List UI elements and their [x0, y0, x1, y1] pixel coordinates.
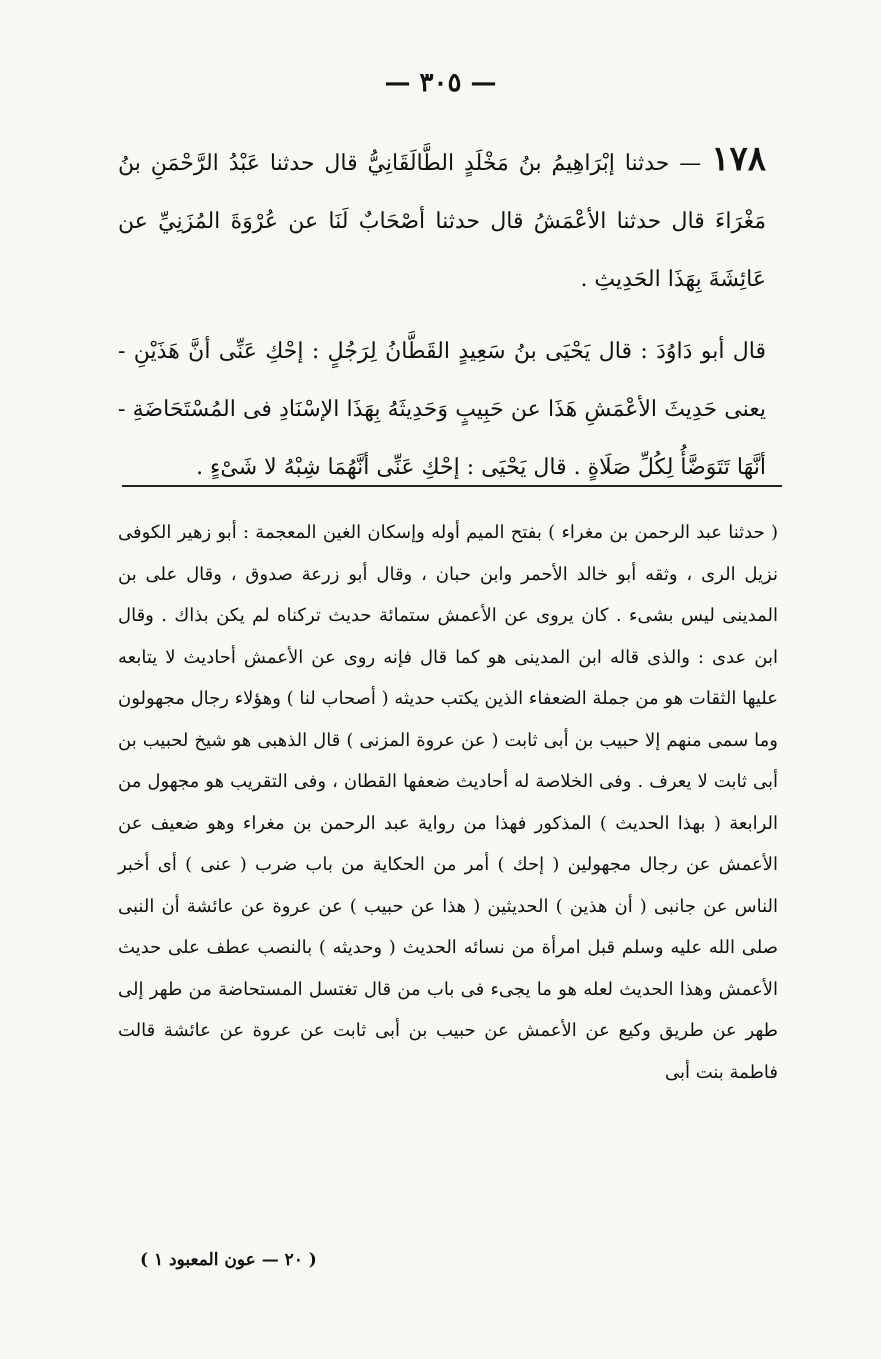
separator-line	[122, 485, 782, 487]
hadith-number: ١٧٨	[711, 139, 766, 179]
hadith-body: — حدثنا إبْرَاهِيمُ بنُ مَخْلَدٍ الطَّالَقَانِيُّ قال حدثنا عَبْدُ الرَّحْمَنِ بنُ مَغْرَاءَ قال حدثنا الأعْمَشُ قال حدثنا أصْحَابٌ لَنَا عن عُرْوَةَ المُزَنِيِّ عن عَائِشَةَ بِهَذَا الحَدِيثِ .	[118, 151, 766, 292]
hadith-second-paragraph: قال أبو دَاوُدَ : قال يَحْيَى بنُ سَعِيدٍ القَطَّانُ لِرَجُلٍ : إحْكِ عَنِّى أنَّ هَذَيْنِ - يعنى حَدِيثَ الأعْمَشِ هَذَا عن حَبِيبٍ وَحَدِيثَهُ بِهَذَا الإسْنَادِ فى المُسْتَحَاضَةِ - أنَّهَا تَتَوَضَّأُ لِكُلِّ صَلَاةٍ . قال يَحْيَى : إحْكِ عَنِّى أنَّهُمَا شِبْهُ لا شَىْءٍ .	[118, 339, 766, 480]
hadith-paragraph	[118, 130, 766, 309]
commentary-block	[118, 512, 778, 1093]
commentary-text: ( حدثنا عبد الرحمن بن مغراء ) بفتح الميم أوله وإسكان الغين المعجمة : أبو زهير الكوفى نزيل الرى ، وثقه أبو خالد الأحمر وابن حبان ، وقال أبو زرعة صدوق ، وقال على بن المدينى ليس بشىء . كان يروى عن الأعمش ستمائة حديث تركناه لم يكن بذاك . وقال ابن عدى : والذى قاله ابن المدينى هو كما قال فإنه روى عن الأعمش أحاديث لا يتابعه عليها الثقات هو من جملة الضعفاء الذين يكتب حديثه ( أصحاب لنا ) وهؤلاء رجال مجهولون وما سمى منهم إلا حبيب بن أبى ثابت ( عن عروة المزنى ) قال الذهبى هو شيخ لحبيب بن أبى ثابت لا يعرف . وفى الخلاصة له أحاديث ضعفها القطان ، وفى التقريب هو مجهول من الرابعة ( بهذا الحديث ) المذكور فهذا من رواية عبد الرحمن بن مغراء وهو ضعيف عن الأعمش عن رجال مجهولين ( إحك ) أمر من الحكاية من باب ضرب ( عنى ) أى أخبر الناس عن جانبى ( أن هذين ) الحديثين ( هذا عن حبيب ) عن عروة عن عائشة أن النبى صلى الله عليه وسلم قبل امرأة من نسائه الحديث ( وحديثه ) بالنصب عطف على حديث الأعمش وهذا الحديث لعله هو ما يجىء فى باب من قال تغتسل المستحاضة من طهر إلى طهر عن طريق وكيع عن الأعمش عن حبيب بن أبى ثابت عن عروة عن عائشة قالت فاطمة بنت أبى	[118, 522, 778, 1083]
hadith-text	[118, 130, 766, 497]
page-number: — ٣٠٥ —	[384, 68, 497, 98]
footer-signature: ( ٢٠ — عون المعبود ١ )	[140, 1250, 317, 1270]
